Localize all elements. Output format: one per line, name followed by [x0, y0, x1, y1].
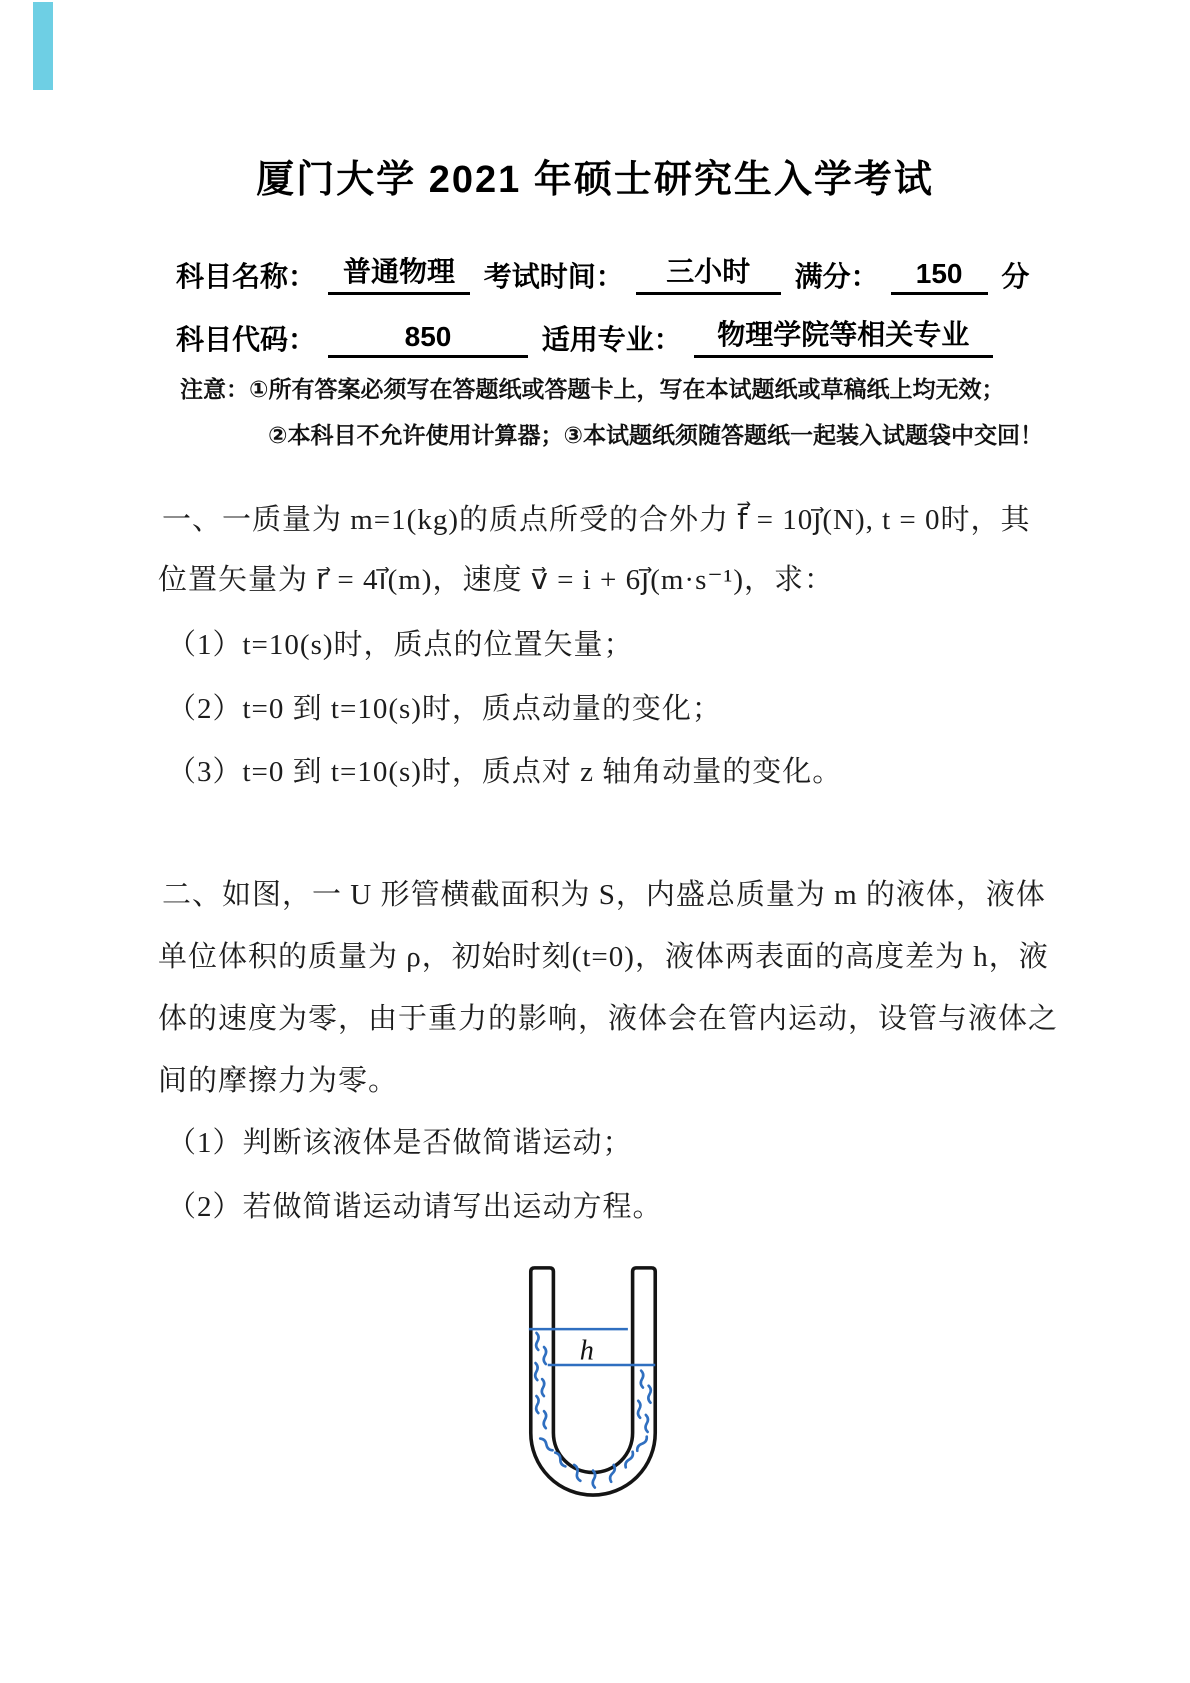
height-label: h [579, 1335, 594, 1367]
problem-1-item-1: （1）t=10(s)时，质点的位置矢量； [167, 629, 634, 661]
problem-2-line-3: 体的速度为零，由于重力的影响，液体会在管内运动，设管与液体之 [158, 1003, 1059, 1035]
major-value: 物理学院等相关专业 [694, 313, 993, 358]
full-score-value: 150 [891, 258, 988, 295]
problem-2-line-1: 二、如图，一 U 形管横截面积为 S，内盛总质量为 m 的液体，液体 [162, 879, 1046, 911]
u-tube-figure [527, 1263, 659, 1499]
problem-1-line-2: 位置矢量为 r⃗ = 4i⃗(m)，速度 v⃗ = i + 6j⃗(m·s⁻¹)，求： [158, 564, 835, 596]
u-tube-svg [527, 1263, 659, 1499]
notice-line-1-text: ①所有答案必须写在答题纸或答题卡上，写在本试题纸或草稿纸上均无效； [249, 376, 1005, 402]
notice-line-2: ②本科目不允许使用计算器；③本试题纸须随答题纸一起装入试题袋中交回！ [268, 422, 1043, 448]
score-unit-label: 分 [1001, 261, 1030, 292]
problem-1-line-1: 一、一质量为 m=1(kg)的质点所受的合外力 f⃗ = 10j⃗(N), t = 0时，其 [162, 504, 1031, 536]
subject-name-value: 普通物理 [328, 250, 470, 295]
subject-code-value: 850 [328, 321, 528, 358]
page-title: 厦门大学 2021 年硕士研究生入学考试 [256, 159, 934, 201]
u-tube-outline [531, 1268, 655, 1495]
major-label: 适用专业： [541, 324, 682, 355]
problem-2-item-2: （2）若做简谐运动请写出运动方程。 [167, 1191, 663, 1223]
notice-line-1 [180, 366, 1040, 412]
problem-2-item-1: （1）判断该液体是否做简谐运动； [167, 1127, 633, 1159]
problem-1-item-2: （2）t=0 到 t=10(s)时，质点动量的变化； [167, 693, 722, 725]
problem-2-line-2: 单位体积的质量为 ρ，初始时刻(t=0)，液体两表面的高度差为 h，液 [158, 941, 1049, 973]
subject-code-label: 科目代码： [176, 324, 317, 355]
header-row-1 [176, 250, 1029, 295]
full-score-label: 满分： [794, 261, 879, 292]
problem-1-item-3: （3）t=0 到 t=10(s)时，质点对 z 轴角动量的变化。 [167, 756, 843, 788]
problem-2-line-4: 间的摩擦力为零。 [158, 1065, 399, 1097]
notice-block [180, 366, 1043, 458]
exam-time-label: 考试时间： [483, 261, 624, 292]
notice-label: 注意： [180, 376, 249, 402]
accent-highlight-bar [33, 2, 53, 90]
exam-time-value: 三小时 [636, 250, 781, 295]
subject-name-label: 科目名称： [176, 261, 317, 292]
header-row-2 [176, 313, 999, 358]
